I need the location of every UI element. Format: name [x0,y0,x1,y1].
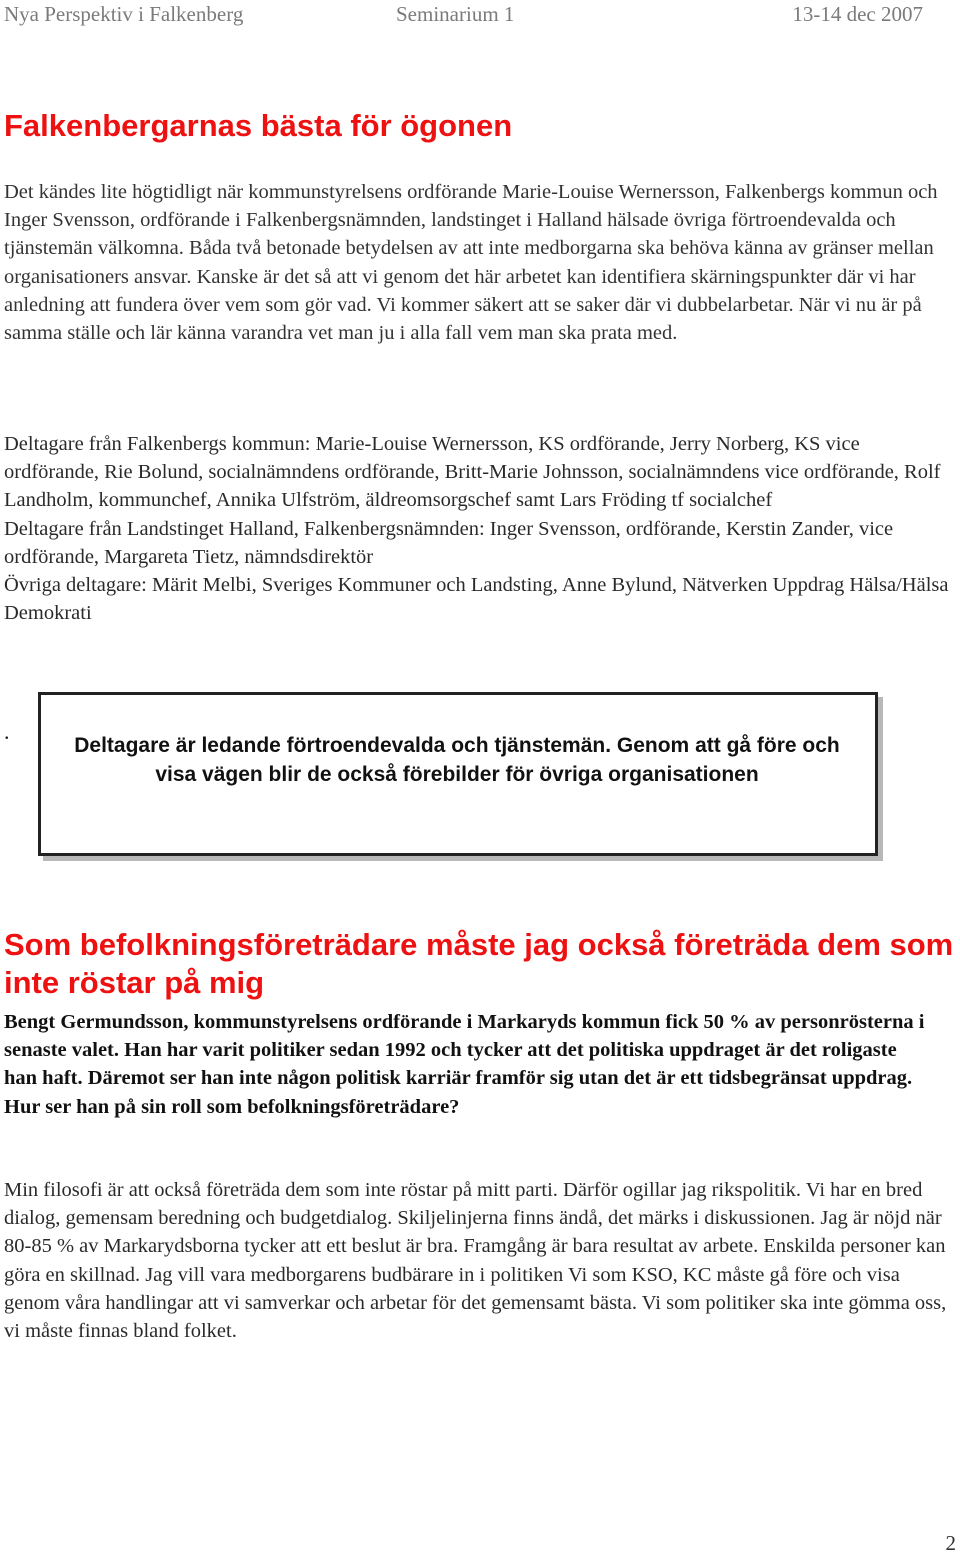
interview-lead: Bengt Germundsson, kommunstyrelsens ordförande i Markaryds kommun fick 50 % av personrösterna i senaste valet. Han har varit politiker sedan 1992 och tycker att det politiska uppdraget är det roligaste han haft. Däremot ser han inte någon politisk karriär framför sig utan det är ett tidsbegränsat uppdrag. Hur ser han på sin roll som befolkningsföreträdare? [4,1011,925,1118]
participants-block [4,430,956,627]
section-heading-befolkningsforetradare: Som befolkningsföreträdare måste jag också företräda dem som inte röstar på mig [4,927,954,1000]
page-number: 2 [945,1531,956,1555]
participants-landstinget: Deltagare från Landstinget Halland, Falkenbergsnämnden: Inger Svensson, ordförande, Kerstin Zander, vice ordförande, Margareta Tietz, nämndsdirektör [4,517,894,568]
bullet-dot: . [4,719,10,744]
header-date: 13-14 dec 2007 [792,2,923,26]
intro-paragraph: Det kändes lite högtidligt när kommunstyrelsens ordförande Marie-Louise Wernersson, Falkenbergs kommun och Inger Svensson, ordförande i Falkenbergsnämnden, landstinget i Halland hälsade övriga förtroendevalda och tjänstemän välkomna. Båda två betonade betydelsen av att inte medborgarna ska behöva känna av gränser mellan organisationers ansvar. Kanske är det så att vi genom det här arbetet kan identifiera skärningspunkter där vi har anledning att fundera över vem som gör vad. Vi kommer säkert att se saker där vi dubbelarbetar. När vi nu är på samma ställe och lär känna varandra vet man ju i alla fall vem man ska prata med. [4,181,938,345]
section-heading-falkenbergarna: Falkenbergarnas bästa för ögonen [4,108,513,143]
callout-text: Deltagare är ledande förtroendevalda och tjänstemän. Genom att gå före och visa vägen blir de också förebilder för övriga organisationen [74,734,840,786]
header-document-title: Nya Perspektiv i Falkenberg [4,2,244,26]
participants-ovriga: Övriga deltagare: Märit Melbi, Sveriges Kommuner och Landsting, Anne Bylund, Nätverken Uppdrag Hälsa/Hälsa Demokrati [4,574,949,625]
page-header [0,0,960,30]
participants-kommun: Deltagare från Falkenbergs kommun: Marie-Louise Wernersson, KS ordförande, Jerry Norberg, KS vice ordförande, Rie Bolund, socialnämndens ordförande, Britt-Marie Johnsson, socialnämndens vice ordförande, Rolf Landholm, kommunchef, Annika Ulfström, äldreomsorgschef samt Lars Fröding tf socialchef [4,433,941,512]
callout-box [38,692,878,856]
header-seminar: Seminarium 1 [396,2,515,26]
interview-body: Min filosofi är att också företräda dem som inte röstar på mitt parti. Därför ogillar jag rikspolitik. Vi har en bred dialog, gemensam beredning och budgetdialog. Skiljelinjerna finns ändå, det märks i diskussionen. Jag är nöjd när 80-85 % av Markarydsborna tycker att ett beslut är bra. Framgång är bara resultat av arbete. Enskilda personer kan göra en skillnad. Jag vill vara medborgarens budbärare in i politiken Vi som KSO, KC måste gå före och visa genom våra handlingar att vi samverkar och arbetar för det gemensamt bästa. Vi som politiker ska inte gömma oss, vi måste finnas bland folket. [4,1179,947,1343]
